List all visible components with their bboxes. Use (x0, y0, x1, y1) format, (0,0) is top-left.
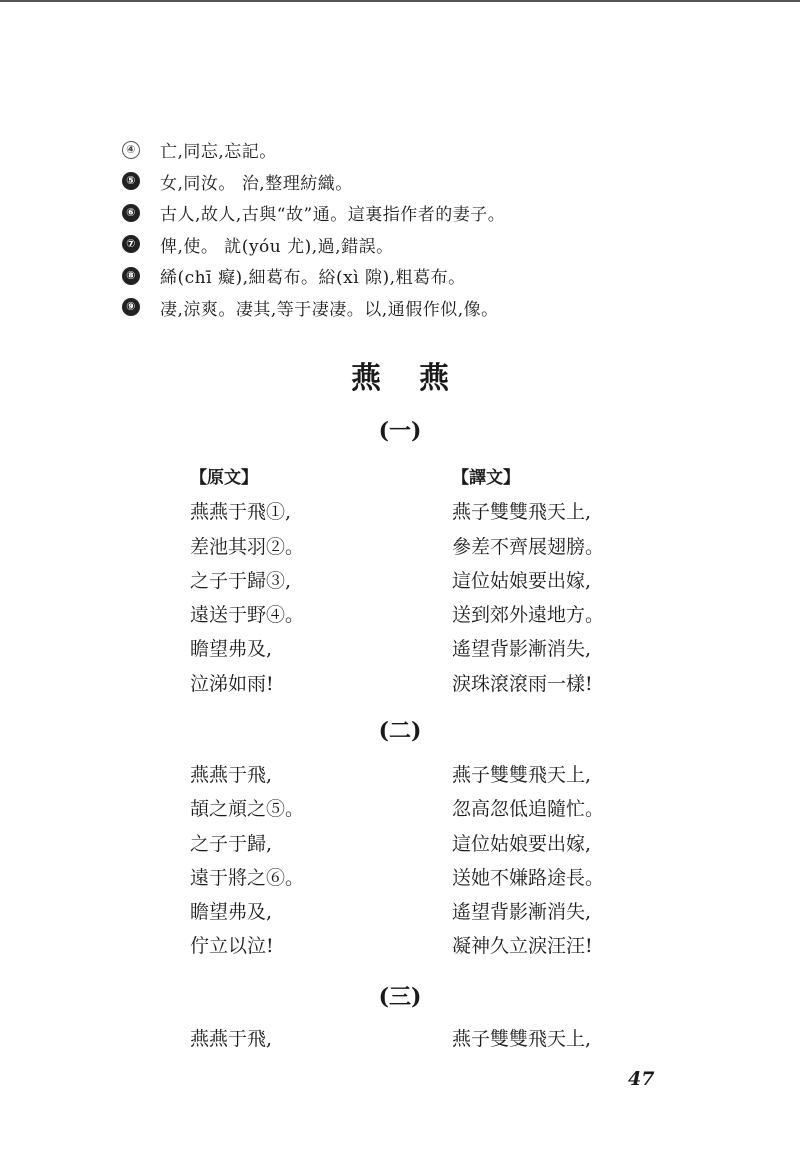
translation-line: 燕子雙雙飛天上, (452, 1028, 592, 1050)
footnote-number: ④ (122, 141, 140, 159)
poem-title: 燕燕 (351, 361, 487, 396)
page-number: 47 (628, 1068, 655, 1090)
poem-line: 遠送于野④。 (190, 604, 305, 627)
footnote (120, 134, 740, 166)
translation-line: 送到郊外遠地方。 (452, 604, 605, 627)
translation-line: 燕子雙雙飛天上, (452, 764, 592, 786)
poem-line: 佇立以泣! (190, 935, 274, 958)
translation-column (452, 1022, 591, 1056)
footnote (120, 166, 740, 198)
translation-line: 送她不嫌路途長。 (452, 866, 605, 889)
poem-line: 差池其羽②。 (190, 535, 305, 558)
translation-line: 這位姑娘要出嫁, (452, 569, 592, 592)
translation-line: 燕子雙雙飛天上, (452, 501, 592, 524)
poem-line: 遠于將之⑥。 (190, 866, 305, 889)
footnote (120, 292, 740, 324)
original-column (190, 758, 304, 964)
footnote-number: ⑤ (122, 172, 140, 190)
translation-line: 淚珠滾滾雨一樣! (452, 672, 593, 695)
poem-line: 燕燕于飛, (190, 1028, 273, 1050)
poem-line: 泣涕如雨! (190, 672, 274, 695)
translation-line: 這位姑娘要出嫁, (452, 832, 592, 855)
translation-line: 遙望背影漸消失, (452, 638, 592, 661)
translation-column (452, 461, 604, 701)
translation-heading: 【譯文】 (452, 468, 520, 488)
translation-column (452, 758, 604, 964)
footnote-text: 凄,涼爽。凄其,等于凄凄。以,通假作似,像。 (160, 299, 499, 320)
translation-line: 忽高忽低追隨忙。 (452, 798, 605, 821)
footnote-number: ⑨ (122, 298, 140, 316)
section-heading: (三) (378, 984, 422, 1010)
section-heading: (二) (378, 718, 422, 744)
poem-line: 瞻望弗及, (190, 901, 273, 924)
top-rule (0, 0, 800, 2)
footnote-text: 絺(chī 癡),細葛布。綌(xì 隙),粗葛布。 (160, 268, 466, 289)
footnote-text: 古人,故人,古與“故”通。這裏指作者的妻子。 (160, 205, 506, 226)
poem-line: 燕燕于飛, (190, 764, 273, 786)
section-heading: (一) (378, 418, 422, 444)
original-column (190, 461, 304, 701)
footnotes (120, 134, 740, 323)
footnote (120, 197, 740, 229)
poem-line: 之子于歸③, (190, 569, 292, 592)
poem-line: 燕燕于飛①, (190, 501, 292, 524)
footnote (120, 229, 740, 261)
poem-line: 瞻望弗及, (190, 638, 273, 661)
translation-line: 遙望背影漸消失, (452, 901, 592, 924)
footnote-number: ⑧ (122, 267, 140, 285)
footnote-number: ⑥ (122, 204, 140, 222)
footnote-text: 俾,使。 訧(yóu 尤),過,錯誤。 (160, 236, 394, 257)
footnote-text: 女,同汝。 治,整理紡織。 (160, 173, 353, 194)
original-column (190, 1022, 272, 1056)
poem-line: 頡之頏之⑤。 (190, 798, 305, 821)
footnote (120, 260, 740, 292)
translation-line: 參差不齊展翅膀。 (452, 535, 605, 558)
footnote-text: 亡,同忘,忘記。 (160, 142, 277, 163)
poem-line: 之子于歸, (190, 832, 273, 855)
original-heading: 【原文】 (190, 468, 258, 488)
translation-line: 凝神久立淚汪汪! (452, 935, 593, 958)
footnote-number: ⑦ (122, 235, 140, 253)
